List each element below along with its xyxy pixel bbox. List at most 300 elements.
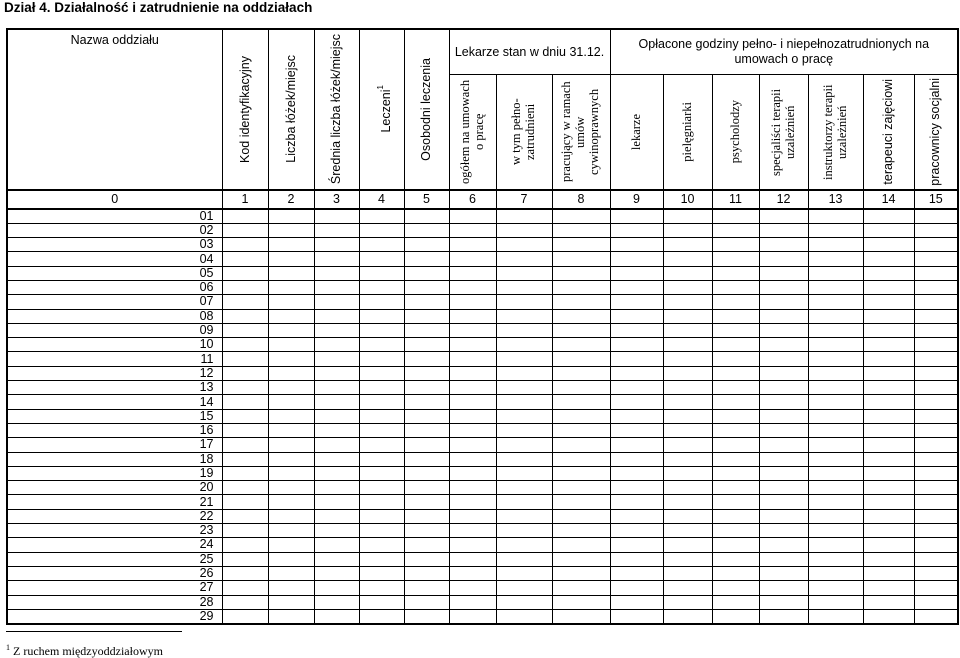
data-cell[interactable] (712, 223, 759, 237)
data-cell[interactable] (914, 323, 958, 337)
data-cell[interactable] (863, 595, 914, 609)
data-cell[interactable] (863, 609, 914, 624)
data-cell[interactable] (268, 581, 314, 595)
data-cell[interactable] (808, 538, 863, 552)
data-cell[interactable] (314, 209, 359, 224)
data-cell[interactable] (712, 524, 759, 538)
data-cell[interactable] (449, 309, 496, 323)
data-cell[interactable] (359, 538, 404, 552)
data-cell[interactable] (914, 352, 958, 366)
data-cell[interactable] (496, 581, 552, 595)
data-cell[interactable] (314, 466, 359, 480)
data-cell[interactable] (610, 566, 663, 580)
data-cell[interactable] (712, 452, 759, 466)
data-cell[interactable] (914, 381, 958, 395)
data-cell[interactable] (610, 509, 663, 523)
data-cell[interactable] (552, 295, 610, 309)
data-cell[interactable] (808, 323, 863, 337)
data-cell[interactable] (914, 595, 958, 609)
data-cell[interactable] (404, 438, 449, 452)
data-cell[interactable] (914, 266, 958, 280)
data-cell[interactable] (496, 423, 552, 437)
data-cell[interactable] (808, 552, 863, 566)
data-cell[interactable] (914, 366, 958, 380)
data-cell[interactable] (610, 252, 663, 266)
data-cell[interactable] (268, 295, 314, 309)
data-cell[interactable] (496, 252, 552, 266)
data-cell[interactable] (808, 338, 863, 352)
data-cell[interactable] (359, 566, 404, 580)
data-cell[interactable] (759, 566, 808, 580)
data-cell[interactable] (663, 481, 712, 495)
data-cell[interactable] (404, 338, 449, 352)
data-cell[interactable] (314, 423, 359, 437)
data-cell[interactable] (404, 581, 449, 595)
data-cell[interactable] (222, 338, 268, 352)
data-cell[interactable] (449, 409, 496, 423)
data-cell[interactable] (663, 395, 712, 409)
data-cell[interactable] (314, 352, 359, 366)
data-cell[interactable] (359, 209, 404, 224)
data-cell[interactable] (449, 438, 496, 452)
data-cell[interactable] (314, 552, 359, 566)
data-cell[interactable] (449, 209, 496, 224)
data-cell[interactable] (914, 438, 958, 452)
data-cell[interactable] (404, 295, 449, 309)
data-cell[interactable] (359, 595, 404, 609)
data-cell[interactable] (404, 452, 449, 466)
data-cell[interactable] (552, 395, 610, 409)
data-cell[interactable] (314, 495, 359, 509)
data-cell[interactable] (712, 481, 759, 495)
data-cell[interactable] (552, 223, 610, 237)
data-cell[interactable] (222, 280, 268, 294)
data-cell[interactable] (808, 209, 863, 224)
data-cell[interactable] (359, 309, 404, 323)
data-cell[interactable] (552, 381, 610, 395)
data-cell[interactable] (359, 280, 404, 294)
data-cell[interactable] (610, 209, 663, 224)
data-cell[interactable] (359, 552, 404, 566)
data-cell[interactable] (914, 423, 958, 437)
data-cell[interactable] (863, 395, 914, 409)
data-cell[interactable] (610, 481, 663, 495)
data-cell[interactable] (663, 266, 712, 280)
data-cell[interactable] (496, 223, 552, 237)
data-cell[interactable] (712, 538, 759, 552)
data-cell[interactable] (863, 524, 914, 538)
data-cell[interactable] (449, 381, 496, 395)
data-cell[interactable] (404, 509, 449, 523)
data-cell[interactable] (449, 323, 496, 337)
data-cell[interactable] (552, 495, 610, 509)
data-cell[interactable] (808, 252, 863, 266)
data-cell[interactable] (449, 581, 496, 595)
data-cell[interactable] (759, 581, 808, 595)
data-cell[interactable] (496, 466, 552, 480)
data-cell[interactable] (759, 323, 808, 337)
data-cell[interactable] (404, 366, 449, 380)
data-cell[interactable] (449, 223, 496, 237)
data-cell[interactable] (268, 395, 314, 409)
data-cell[interactable] (610, 238, 663, 252)
data-cell[interactable] (314, 481, 359, 495)
data-cell[interactable] (914, 481, 958, 495)
data-cell[interactable] (449, 481, 496, 495)
data-cell[interactable] (449, 395, 496, 409)
data-cell[interactable] (712, 252, 759, 266)
data-cell[interactable] (712, 438, 759, 452)
data-cell[interactable] (496, 438, 552, 452)
data-cell[interactable] (863, 481, 914, 495)
data-cell[interactable] (496, 452, 552, 466)
data-cell[interactable] (863, 309, 914, 323)
data-cell[interactable] (663, 609, 712, 624)
data-cell[interactable] (759, 438, 808, 452)
data-cell[interactable] (404, 323, 449, 337)
data-cell[interactable] (663, 252, 712, 266)
data-cell[interactable] (759, 538, 808, 552)
data-cell[interactable] (759, 280, 808, 294)
data-cell[interactable] (863, 209, 914, 224)
data-cell[interactable] (808, 466, 863, 480)
data-cell[interactable] (496, 524, 552, 538)
data-cell[interactable] (759, 395, 808, 409)
data-cell[interactable] (863, 381, 914, 395)
data-cell[interactable] (663, 323, 712, 337)
data-cell[interactable] (314, 223, 359, 237)
data-cell[interactable] (759, 223, 808, 237)
data-cell[interactable] (314, 409, 359, 423)
data-cell[interactable] (759, 352, 808, 366)
data-cell[interactable] (610, 323, 663, 337)
data-cell[interactable] (759, 366, 808, 380)
data-cell[interactable] (552, 538, 610, 552)
data-cell[interactable] (712, 552, 759, 566)
data-cell[interactable] (759, 609, 808, 624)
data-cell[interactable] (404, 466, 449, 480)
data-cell[interactable] (914, 280, 958, 294)
data-cell[interactable] (222, 595, 268, 609)
data-cell[interactable] (404, 381, 449, 395)
data-cell[interactable] (914, 452, 958, 466)
data-cell[interactable] (404, 266, 449, 280)
data-cell[interactable] (808, 395, 863, 409)
data-cell[interactable] (663, 209, 712, 224)
data-cell[interactable] (404, 352, 449, 366)
data-cell[interactable] (610, 595, 663, 609)
data-cell[interactable] (712, 466, 759, 480)
data-cell[interactable] (222, 266, 268, 280)
data-cell[interactable] (359, 609, 404, 624)
data-cell[interactable] (359, 481, 404, 495)
data-cell[interactable] (359, 266, 404, 280)
data-cell[interactable] (863, 438, 914, 452)
data-cell[interactable] (759, 552, 808, 566)
data-cell[interactable] (552, 481, 610, 495)
data-cell[interactable] (449, 538, 496, 552)
data-cell[interactable] (914, 395, 958, 409)
data-cell[interactable] (496, 595, 552, 609)
data-cell[interactable] (759, 295, 808, 309)
data-cell[interactable] (268, 381, 314, 395)
data-cell[interactable] (663, 338, 712, 352)
data-cell[interactable] (449, 509, 496, 523)
data-cell[interactable] (222, 352, 268, 366)
data-cell[interactable] (359, 223, 404, 237)
data-cell[interactable] (863, 223, 914, 237)
data-cell[interactable] (663, 566, 712, 580)
data-cell[interactable] (268, 309, 314, 323)
data-cell[interactable] (222, 552, 268, 566)
data-cell[interactable] (404, 423, 449, 437)
data-cell[interactable] (222, 581, 268, 595)
data-cell[interactable] (863, 495, 914, 509)
data-cell[interactable] (914, 295, 958, 309)
data-cell[interactable] (759, 423, 808, 437)
data-cell[interactable] (496, 609, 552, 624)
data-cell[interactable] (222, 223, 268, 237)
data-cell[interactable] (268, 495, 314, 509)
data-cell[interactable] (359, 381, 404, 395)
data-cell[interactable] (552, 238, 610, 252)
data-cell[interactable] (808, 609, 863, 624)
data-cell[interactable] (610, 409, 663, 423)
data-cell[interactable] (222, 423, 268, 437)
data-cell[interactable] (268, 423, 314, 437)
data-cell[interactable] (496, 566, 552, 580)
data-cell[interactable] (314, 238, 359, 252)
data-cell[interactable] (712, 581, 759, 595)
data-cell[interactable] (222, 409, 268, 423)
data-cell[interactable] (314, 509, 359, 523)
data-cell[interactable] (449, 238, 496, 252)
data-cell[interactable] (449, 566, 496, 580)
data-cell[interactable] (449, 280, 496, 294)
data-cell[interactable] (552, 252, 610, 266)
data-cell[interactable] (863, 252, 914, 266)
data-cell[interactable] (314, 266, 359, 280)
data-cell[interactable] (610, 466, 663, 480)
data-cell[interactable] (222, 209, 268, 224)
data-cell[interactable] (404, 209, 449, 224)
data-cell[interactable] (314, 295, 359, 309)
data-cell[interactable] (449, 338, 496, 352)
data-cell[interactable] (314, 538, 359, 552)
data-cell[interactable] (712, 566, 759, 580)
data-cell[interactable] (610, 366, 663, 380)
data-cell[interactable] (808, 566, 863, 580)
data-cell[interactable] (610, 438, 663, 452)
data-cell[interactable] (610, 581, 663, 595)
data-cell[interactable] (663, 352, 712, 366)
data-cell[interactable] (496, 495, 552, 509)
data-cell[interactable] (404, 309, 449, 323)
data-cell[interactable] (863, 409, 914, 423)
data-cell[interactable] (222, 524, 268, 538)
data-cell[interactable] (759, 524, 808, 538)
data-cell[interactable] (610, 381, 663, 395)
data-cell[interactable] (610, 352, 663, 366)
data-cell[interactable] (404, 223, 449, 237)
data-cell[interactable] (404, 495, 449, 509)
data-cell[interactable] (359, 438, 404, 452)
data-cell[interactable] (552, 209, 610, 224)
data-cell[interactable] (712, 366, 759, 380)
data-cell[interactable] (222, 495, 268, 509)
data-cell[interactable] (712, 423, 759, 437)
data-cell[interactable] (863, 581, 914, 595)
data-cell[interactable] (712, 209, 759, 224)
data-cell[interactable] (863, 466, 914, 480)
data-cell[interactable] (808, 223, 863, 237)
data-cell[interactable] (359, 252, 404, 266)
data-cell[interactable] (314, 323, 359, 337)
data-cell[interactable] (359, 409, 404, 423)
data-cell[interactable] (496, 395, 552, 409)
data-cell[interactable] (663, 238, 712, 252)
data-cell[interactable] (552, 595, 610, 609)
data-cell[interactable] (663, 595, 712, 609)
data-cell[interactable] (404, 395, 449, 409)
data-cell[interactable] (863, 366, 914, 380)
data-cell[interactable] (759, 209, 808, 224)
data-cell[interactable] (314, 438, 359, 452)
data-cell[interactable] (663, 223, 712, 237)
data-cell[interactable] (663, 538, 712, 552)
data-cell[interactable] (914, 495, 958, 509)
data-cell[interactable] (914, 252, 958, 266)
data-cell[interactable] (314, 280, 359, 294)
data-cell[interactable] (268, 252, 314, 266)
data-cell[interactable] (404, 280, 449, 294)
data-cell[interactable] (914, 609, 958, 624)
data-cell[interactable] (808, 481, 863, 495)
data-cell[interactable] (663, 552, 712, 566)
data-cell[interactable] (268, 438, 314, 452)
data-cell[interactable] (552, 323, 610, 337)
data-cell[interactable] (449, 609, 496, 624)
data-cell[interactable] (496, 238, 552, 252)
data-cell[interactable] (552, 509, 610, 523)
data-cell[interactable] (808, 524, 863, 538)
data-cell[interactable] (663, 366, 712, 380)
data-cell[interactable] (808, 238, 863, 252)
data-cell[interactable] (863, 552, 914, 566)
data-cell[interactable] (268, 538, 314, 552)
data-cell[interactable] (663, 495, 712, 509)
data-cell[interactable] (863, 566, 914, 580)
data-cell[interactable] (268, 466, 314, 480)
data-cell[interactable] (449, 352, 496, 366)
data-cell[interactable] (863, 423, 914, 437)
data-cell[interactable] (552, 366, 610, 380)
data-cell[interactable] (663, 438, 712, 452)
data-cell[interactable] (314, 252, 359, 266)
data-cell[interactable] (914, 581, 958, 595)
data-cell[interactable] (808, 423, 863, 437)
data-cell[interactable] (759, 252, 808, 266)
data-cell[interactable] (863, 280, 914, 294)
data-cell[interactable] (222, 566, 268, 580)
data-cell[interactable] (222, 238, 268, 252)
data-cell[interactable] (222, 609, 268, 624)
data-cell[interactable] (759, 409, 808, 423)
data-cell[interactable] (268, 366, 314, 380)
data-cell[interactable] (759, 595, 808, 609)
data-cell[interactable] (663, 466, 712, 480)
data-cell[interactable] (449, 595, 496, 609)
data-cell[interactable] (404, 609, 449, 624)
data-cell[interactable] (359, 581, 404, 595)
data-cell[interactable] (496, 338, 552, 352)
data-cell[interactable] (552, 338, 610, 352)
data-cell[interactable] (359, 423, 404, 437)
data-cell[interactable] (663, 309, 712, 323)
data-cell[interactable] (863, 295, 914, 309)
data-cell[interactable] (759, 495, 808, 509)
data-cell[interactable] (268, 595, 314, 609)
data-cell[interactable] (610, 609, 663, 624)
data-cell[interactable] (808, 366, 863, 380)
data-cell[interactable] (449, 252, 496, 266)
data-cell[interactable] (496, 209, 552, 224)
data-cell[interactable] (449, 524, 496, 538)
data-cell[interactable] (808, 438, 863, 452)
data-cell[interactable] (314, 524, 359, 538)
data-cell[interactable] (663, 409, 712, 423)
data-cell[interactable] (712, 395, 759, 409)
data-cell[interactable] (610, 338, 663, 352)
data-cell[interactable] (314, 395, 359, 409)
data-cell[interactable] (914, 209, 958, 224)
data-cell[interactable] (496, 381, 552, 395)
data-cell[interactable] (610, 395, 663, 409)
data-cell[interactable] (314, 566, 359, 580)
data-cell[interactable] (712, 609, 759, 624)
data-cell[interactable] (863, 266, 914, 280)
data-cell[interactable] (808, 409, 863, 423)
data-cell[interactable] (663, 295, 712, 309)
data-cell[interactable] (663, 280, 712, 294)
data-cell[interactable] (808, 295, 863, 309)
data-cell[interactable] (314, 381, 359, 395)
data-cell[interactable] (222, 438, 268, 452)
data-cell[interactable] (610, 423, 663, 437)
data-cell[interactable] (496, 295, 552, 309)
data-cell[interactable] (268, 238, 314, 252)
data-cell[interactable] (610, 495, 663, 509)
data-cell[interactable] (552, 566, 610, 580)
data-cell[interactable] (496, 266, 552, 280)
data-cell[interactable] (610, 309, 663, 323)
data-cell[interactable] (808, 595, 863, 609)
data-cell[interactable] (222, 509, 268, 523)
data-cell[interactable] (268, 409, 314, 423)
data-cell[interactable] (610, 538, 663, 552)
data-cell[interactable] (712, 495, 759, 509)
data-cell[interactable] (268, 552, 314, 566)
data-cell[interactable] (359, 466, 404, 480)
data-cell[interactable] (610, 524, 663, 538)
data-cell[interactable] (759, 381, 808, 395)
data-cell[interactable] (268, 481, 314, 495)
data-cell[interactable] (314, 366, 359, 380)
data-cell[interactable] (610, 223, 663, 237)
data-cell[interactable] (552, 438, 610, 452)
data-cell[interactable] (914, 538, 958, 552)
data-cell[interactable] (268, 509, 314, 523)
